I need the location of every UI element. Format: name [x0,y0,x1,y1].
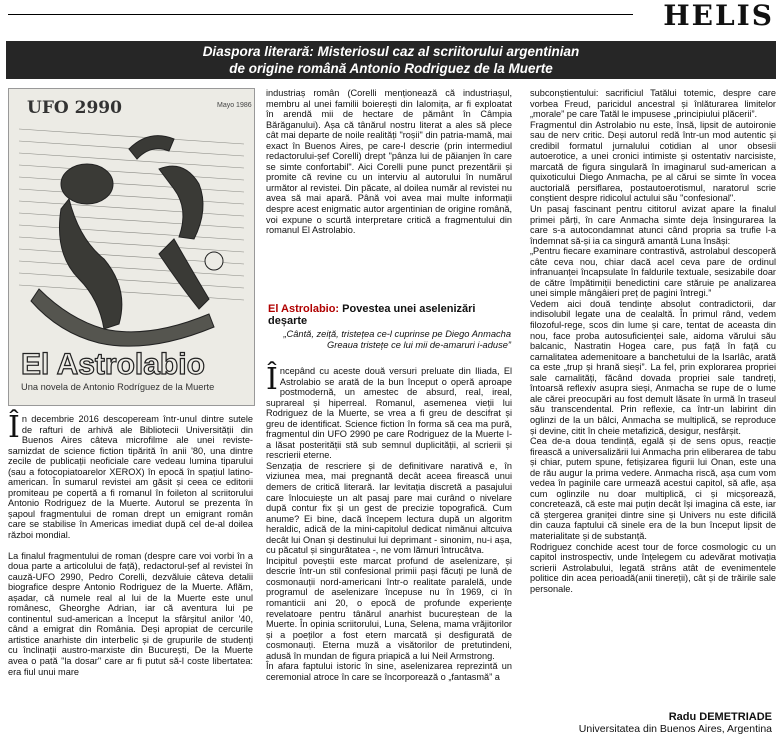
cover-title: El Astrolabio [21,348,205,381]
paragraph: În afara faptului istoric în sine, aselenizarea reprezintă un ceremonial atroce în care se încorporează o „fantasmă” a [266,661,512,682]
column-1 [8,410,253,677]
masthead-logo: HELIS [663,0,774,32]
subheading-rest: Povestea unei aselenizări deșarte [268,303,476,327]
author-name: Radu DEMETRIADE [668,711,772,723]
paragraph: Cea de-a doua tendință, egală și de sens opus, reacție firească a universalizării lui Anmacha prin eliberarea de tabu și chiar, putem spune, fetișizarea figurii lui Onan, este una de rău augur la prima vedere. Anmacha riscă, așa cum vom vedea în paginile care urmează acestui capitol, să afle, așa cum oglinzile nu doar multiplică, ci și micșorează, concretează, că este mai puțin decât își imagina că este, iar că ștergerea graniței dintre sine și Univers nu este dificilă din cauza faptului că sinele era de la bun început lipsit de materialitate și de substanță. [530,436,776,541]
paragraph: „Pentru fiecare examinare contrastivă, astrolabul descoperă câte ceva nou, chiar dacă acel ceva pare de ordinul infranuanței încapsulate în faldurile textuale, sesizabile doar de către împătimiții benedictini care stăruie pe analizarea unei simple mângâieri preț de pagini întregi.” [530,246,776,299]
cover-subtitle: Una novela de Antonio Rodríguez de la Muerte [21,382,215,392]
paragraph: Rodriguez conchide acest tour de force cosmologic cu un capitol instrospectiv, unde înțelegem cu adevărat motivația scrierii Astrolabului, legată strâns atât de evenimentele politice din acea perioadă(anii tinereții), cât și de trăirile sale personale. [530,541,776,594]
paragraph: Senzația de rescriere și de definitivare narativă e, în viziunea mea, mai pregnantă decât aceea firească unui demers de critică literară. Iar levitația discretă a pasajului care înlocuiește un alt pasaj pare mai curând o nivelare după contur fix și un gest de precizie topografică. Cum anume? Ei bine, dacă începem lectura după un algoritm heraldic, adică de la mini-capitolul dedicat nimănui altcuiva decât lui Onan și destinului lui deprimant - sinonim, nu-i așa, cu păcatul și singurătatea -, ne vom lămuri întrucâtva. [266,460,512,556]
paragraph: industriaș român (Corelli menționează că industriașul, membru al unei familii boierești din Ialomița, ar fi exploatat în arendă mii de hectare de pământ în Câmpia Bărăganului). Așa că tânărul nostru literat a ales să plece cât mai departe de noile realități "roșii" din patria-mamă, mai exact în Buenos Aires, pe care-l descrie (prin intermediul redactorului-șef Corelli) drept "pânza lui de păianjen în care se simte confortabil". Aici Corelli pune punct prezentării și promite că revine cu un interviu al autorului în numărul următor al revistei. Din păcate, al doilea număr al revistei nu avea să mai apară. Până voi avea mai multe informații despre acest enigmatic autor argentinian de origine română, voi expune o scurtă interpretare critică a fragmentului din romanul El Astrolabio. [266,88,512,236]
paragraph: Incipitul poveștii este marcat profund de aselenizare, și descrie într-un stil confesional primii pași făcuți pe lună de cosmonauții nord-americani într-o realitate paralelă, unde programul de aselenizare începuse nu în 1969, ci în romanticii ani 20, o epocă de profunde experiențe revelatoare pentru tânărul anarhist bucureștean de la Muerte. În opinia scriitorului, Luna, Selena, mama vrăjitorilor și a poeților a fost etern marcată și desfigurată de cosmonauți. Eterna muză a visătorilor de pretutindeni, adusă în mundan de figura priapică a lui Neil Armstrong. [266,555,512,661]
paragraph: Vedem aici două tendințe absolut contradictorii, dar indisolubil legate una de cealaltă. În primul rând, vedem filozoful-rege, scos din lume și care, tentat de aceasta din nou, face proba autosuficienței sale, aidoma vărului său balcanic, Nastratin Hogea care, pus față în față cu carnalitatea ademenitoare a banchetului de la Isarlâc, arată ca este „trup și hrană sieși”. La fel, prin explorarea propriei sale carnalități, făcând dovada propriei sale tandreți, întoarsă reflexiv asupra sieși, Anmacha se rupe de o lume ale cărei preocupări au fost demult lăsate în urmă în traseul său transcendental. Prin reflexie, ca într-un labirint din oglinzi de la un bâlci, Anmacha se multiplică, se reproduce și devine, citit în cheie metafizică, desigur, nesfârșit. [530,298,776,436]
column-2-top [266,88,512,236]
signature [579,711,772,735]
column-2-bottom [266,362,512,682]
headline-banner [6,41,776,79]
column-3 [530,88,776,594]
section-subheading [268,303,511,327]
cover-illustration [8,88,255,406]
cover-top-text: UFO 2990 [27,98,122,118]
paragraph: În decembrie 2016 descopeream într-unul dintre sutele de rafturi de arhivă ale Bibliotecii Universității din Buenos Aires câteva microfilme ale unei reviste-samizdat de science fiction tipărită în anii '80, una dintre zecile de publicații neoficiale care vedeau lumina tiparului (sau a fotocopiatoarelor XEROX) în epocă în spațiul latino-american. În sumarul revistei am găsit și ceea ce editorii promiteau pe copertă a fi romanul în foileton al scriitorului Antonio Rodriguez de la Muerte. Autorul se prezenta în șapoul fragmentului de roman drept un emigrant român care se stabilise în Americas imediat după cel de-al doilea război mondial. [8,410,253,541]
motto-line-2: Greaua tristețe ce lui mii de-amaruri i-aduse” [327,340,511,350]
paragraph: Fragmentul din Astrolabio nu este, însă, lipsit de autoironie sau de nerv critic. Deși autorul redă într-un mod autentic și credibil formatul jurnalului cotidian al unor obsesii autoerotice, a unei cronici intimiste și ostentativ narcisiste, marcată de figura singulară în imaginarul sud-american a quixoticului Diego Anmacha, pe al cărui se simte în vocea auctorială persiflarea, postautoerotismul, naratorul scrie conștient despre ridicolul actului său "confesional". [530,119,776,204]
masthead-rule [8,14,633,15]
paragraph: Un pasaj fascinant pentru cititorul avizat apare la finalul primei părți, în care Anmacha simte deja însingurarea la care s-a autocondamnat atunci când propria sa trufie l-a îndemnat să-și ia ca singură amantă Luna însăși: [530,204,776,246]
paragraph: Începând cu aceste două versuri preluate din Iliada, El Astrolabio se arată de la bun început o operă aproape postmodernă, un amestec de absurd, real, ireal, suprareal și hiperreal. Romanul, asemenea vieții lui Rodriguez de la Muerte, se vrea a fi greu de descifrat și greu de identificat. Science fiction în forma să cea ma pură, fragmentul din UFO 2990 pe care Rodriguez de la Muerte l-a lăsat posterității stă sub semnul duplicității, al scrierii și rescrierii eterne. [266,362,512,461]
subheading-lead: El Astrolabio: [268,303,340,315]
motto-line-1: „Cântă, zeiță, tristețea ce-l cuprinse pe Diego Anmacha [283,329,511,339]
paragraph: subconștientului: sacrificiul Tatălui totemic, despre care vorbea Freud, paricidul ancestral și înlăturarea limitelor „morale” pe care Tatăl le impusese „principiului plăcerii”. [530,88,776,120]
motto [268,329,511,351]
paragraph: La finalul fragmentului de roman (despre care voi vorbi în a doua parte a articolului de față), redactorul-șef al revistei în cauză-UFO 2990, Pedro Corelli, dezvăluie câteva detalii biografice despre Antonio Rodriguez de la Muerte. Aflăm, așadar, că numele real al lui de la Muerte este unul românesc, Gheorghe Adrian, iar că aventura lui pe continentul sud-american a început la sfârșitul anilor '40, când a emigrat din România. Deși apropiat de cercurile artistice anarhiste din interbelic și de grupurile de studenți cu înclinații austro-marxiste din București, De la Muerte avea o pată "la dosar" care ar fi putut să-l coste libertatea: era fiul unui mare [8,550,253,677]
cover-date: Mayo 1986 [217,102,252,109]
author-affiliation: Universitatea din Buenos Aires, Argentina [578,723,772,735]
headline-line-1: Diaspora literară: Misteriosul caz al scriitorului argentinian [202,44,580,59]
headline-line-2: de origine română Antonio Rodriguez de la Muerte [229,61,553,76]
